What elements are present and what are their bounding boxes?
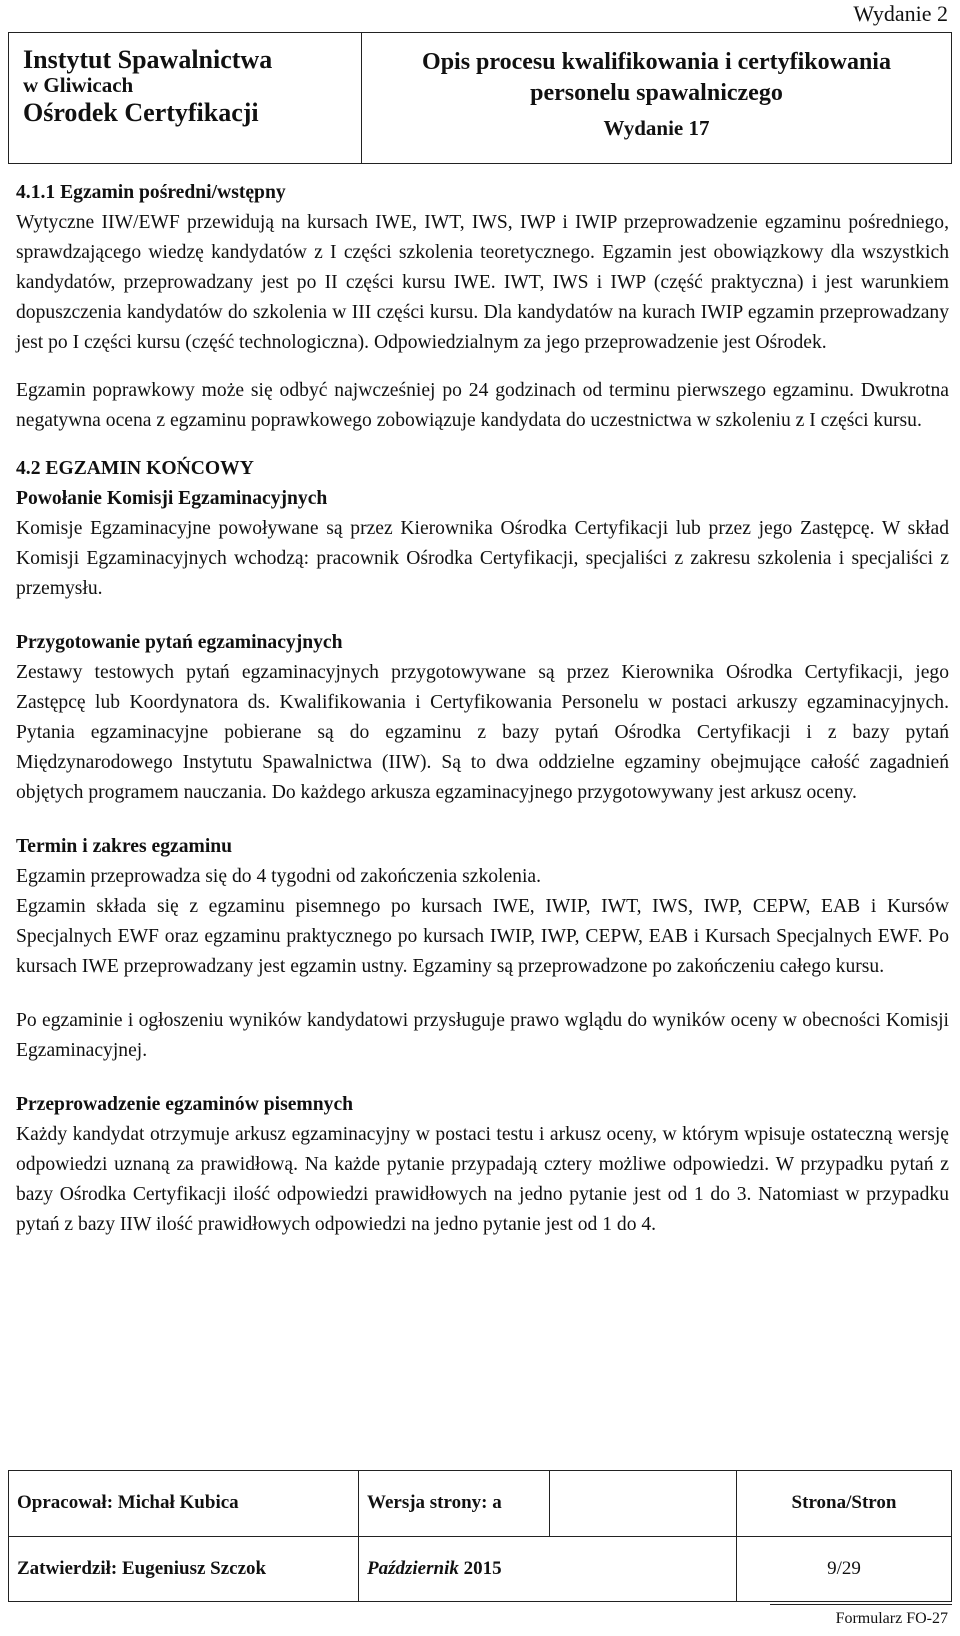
- footer-date: [359, 1536, 550, 1602]
- institute-cell: [9, 33, 362, 164]
- document-body: [16, 178, 949, 1240]
- section-4-1-1-paragraph-2: Egzamin poprawkowy może się odbyć najwcześniej po 24 godzinach od terminu pierwszego egzaminu. Dwukrotna negatywna ocena z egzaminu poprawkowego zobowiązuje kandydata do uczestnictwa w szkoleniu z I części kursu.: [16, 380, 949, 431]
- written-exam-heading: Przeprowadzenie egzaminów pisemnych: [16, 1094, 354, 1115]
- commission-paragraph: Komisje Egzaminacyjne powoływane są przez Kierownika Ośrodka Certyfikacji lub przez jego Zastępcę. W skład Komisji Egzaminacyjnych wchodzą: pracownik Ośrodka Certyfikacji, specjaliści z zakresu szkolenia i specjaliści z przemysłu.: [16, 518, 949, 599]
- version-label: Wersja strony: a: [359, 1471, 550, 1537]
- certification-center: Ośrodek Certyfikacji: [23, 97, 259, 127]
- document-title-line1: Opis procesu kwalifikowania i certyfikowania: [422, 49, 891, 75]
- written-exam-paragraph: Każdy kandydat otrzymuje arkusz egzaminacyjny w postaci testu i arkusz oceny, w którym wpisuje ostateczną wersję odpowiedzi uznaną za prawidłową. Na każde pytanie przypadają cztery możliwe odpowiedzi. W przypadku pytań z bazy Ośrodka Certyfikacji ilość odpowiedzi prawidłowych na jedno pytanie jest od 1 do 3. Natomiast w przypadku pytań z bazy IIW ilość prawidłowych odpowiedzi na jedno pytanie jest od 1 do 4.: [16, 1124, 949, 1235]
- scope-paragraph-1: Egzamin przeprowadza się do 4 tygodni od zakończenia szkolenia.: [16, 866, 542, 887]
- page-label: Strona/Stron: [737, 1471, 952, 1537]
- scope-heading: Termin i zakres egzaminu: [16, 836, 233, 857]
- section-4-1-1-paragraph-1: Wytyczne IIW/EWF przewidują na kursach IWE, IWT, IWS, IWP i IWIP przeprowadzenie egzaminu pośredniego, sprawdzającego wiedzę kandydatów z I części szkolenia teoretycznego. Egzamin jest obowiązkowy dla wszystkich kandydatów, przeprowadzany jest po II części kursu IWE. IWT, IWS i IWP (część praktyczna) i jest warunkiem dopuszczenia kandydatów do szkolenia w III części kursu. Dla kandydatów na kurach IWIP egzamin przeprowadzany jest po I części kursu (część technologiczna). Odpowiedzialnym za jego przeprowadzenie jest Ośrodek.: [16, 212, 949, 353]
- document-footer: [8, 1470, 952, 1602]
- edition-number: Wydanie 17: [603, 116, 710, 141]
- prepared-by: Opracował: Michał Kubica: [9, 1471, 359, 1537]
- date-year: 2015: [463, 1557, 502, 1579]
- scope-paragraph-2: Egzamin składa się z egzaminu pisemnego po kursach IWE, IWIP, IWT, IWS, IWP, CEPW, EAB i Kursów Specjalnych EWF oraz egzaminu praktycznego po kursach IWIP, IWP, CEPW, EAB i Kursach Specjalnych EWF. Po kursach IWE przeprowadzany jest egzamin ustny. Egzaminy są przeprowadzone po zakończeniu całego kursu.: [16, 896, 949, 977]
- questions-paragraph: Zestawy testowych pytań egzaminacyjnych przygotowywane są przez Kierownika Ośrodka Certyfikacji, jego Zastępcę lub Koordynatora ds. Kwalifikowania i Certyfikowania Personelu w postaci arkuszy egzaminacyjnych. Pytania egzaminacyjne pobierane są do egzaminu z bazy pytań Ośrodka Certyfikacji i z bazy pytań Międzynarodowego Instytutu Spawalnictwa (IIW). Są to dwa oddzielne egzaminy obejmujące całość zagadnień objętych programem nauczania. Do każdego arkusza egzaminacyjnego przygotowywany jest arkusz oceny.: [16, 662, 949, 803]
- institute-city: w Gliwicach: [23, 73, 134, 98]
- institute-name: Instytut Spawalnictwa: [23, 45, 273, 74]
- commission-heading: Powołanie Komisji Egzaminacyjnych: [16, 488, 328, 509]
- document-title-line2: personelu spawalniczego: [530, 79, 783, 106]
- page-number: 9/29: [737, 1536, 952, 1602]
- document-header: [8, 32, 952, 164]
- date-month: Październik: [367, 1557, 459, 1579]
- approved-by: Zatwierdził: Eugeniusz Szczok: [9, 1536, 359, 1602]
- form-number: Formularz FO-27: [835, 1610, 948, 1627]
- section-4-2-heading: 4.2 EGZAMIN KOŃCOWY: [16, 458, 254, 479]
- title-cell: [362, 33, 952, 164]
- section-4-1-1-heading: 4.1.1 Egzamin pośredni/wstępny: [16, 182, 286, 203]
- scope-paragraph-3: Po egzaminie i ogłoszeniu wyników kandydatowi przysługuje prawo wglądu do wyników oceny w obecności Komisji Egzaminacyjnej.: [16, 1010, 949, 1061]
- form-divider: [770, 1604, 952, 1605]
- questions-heading: Przygotowanie pytań egzaminacyjnych: [16, 632, 343, 653]
- edition-top: Wydanie 2: [853, 1, 948, 26]
